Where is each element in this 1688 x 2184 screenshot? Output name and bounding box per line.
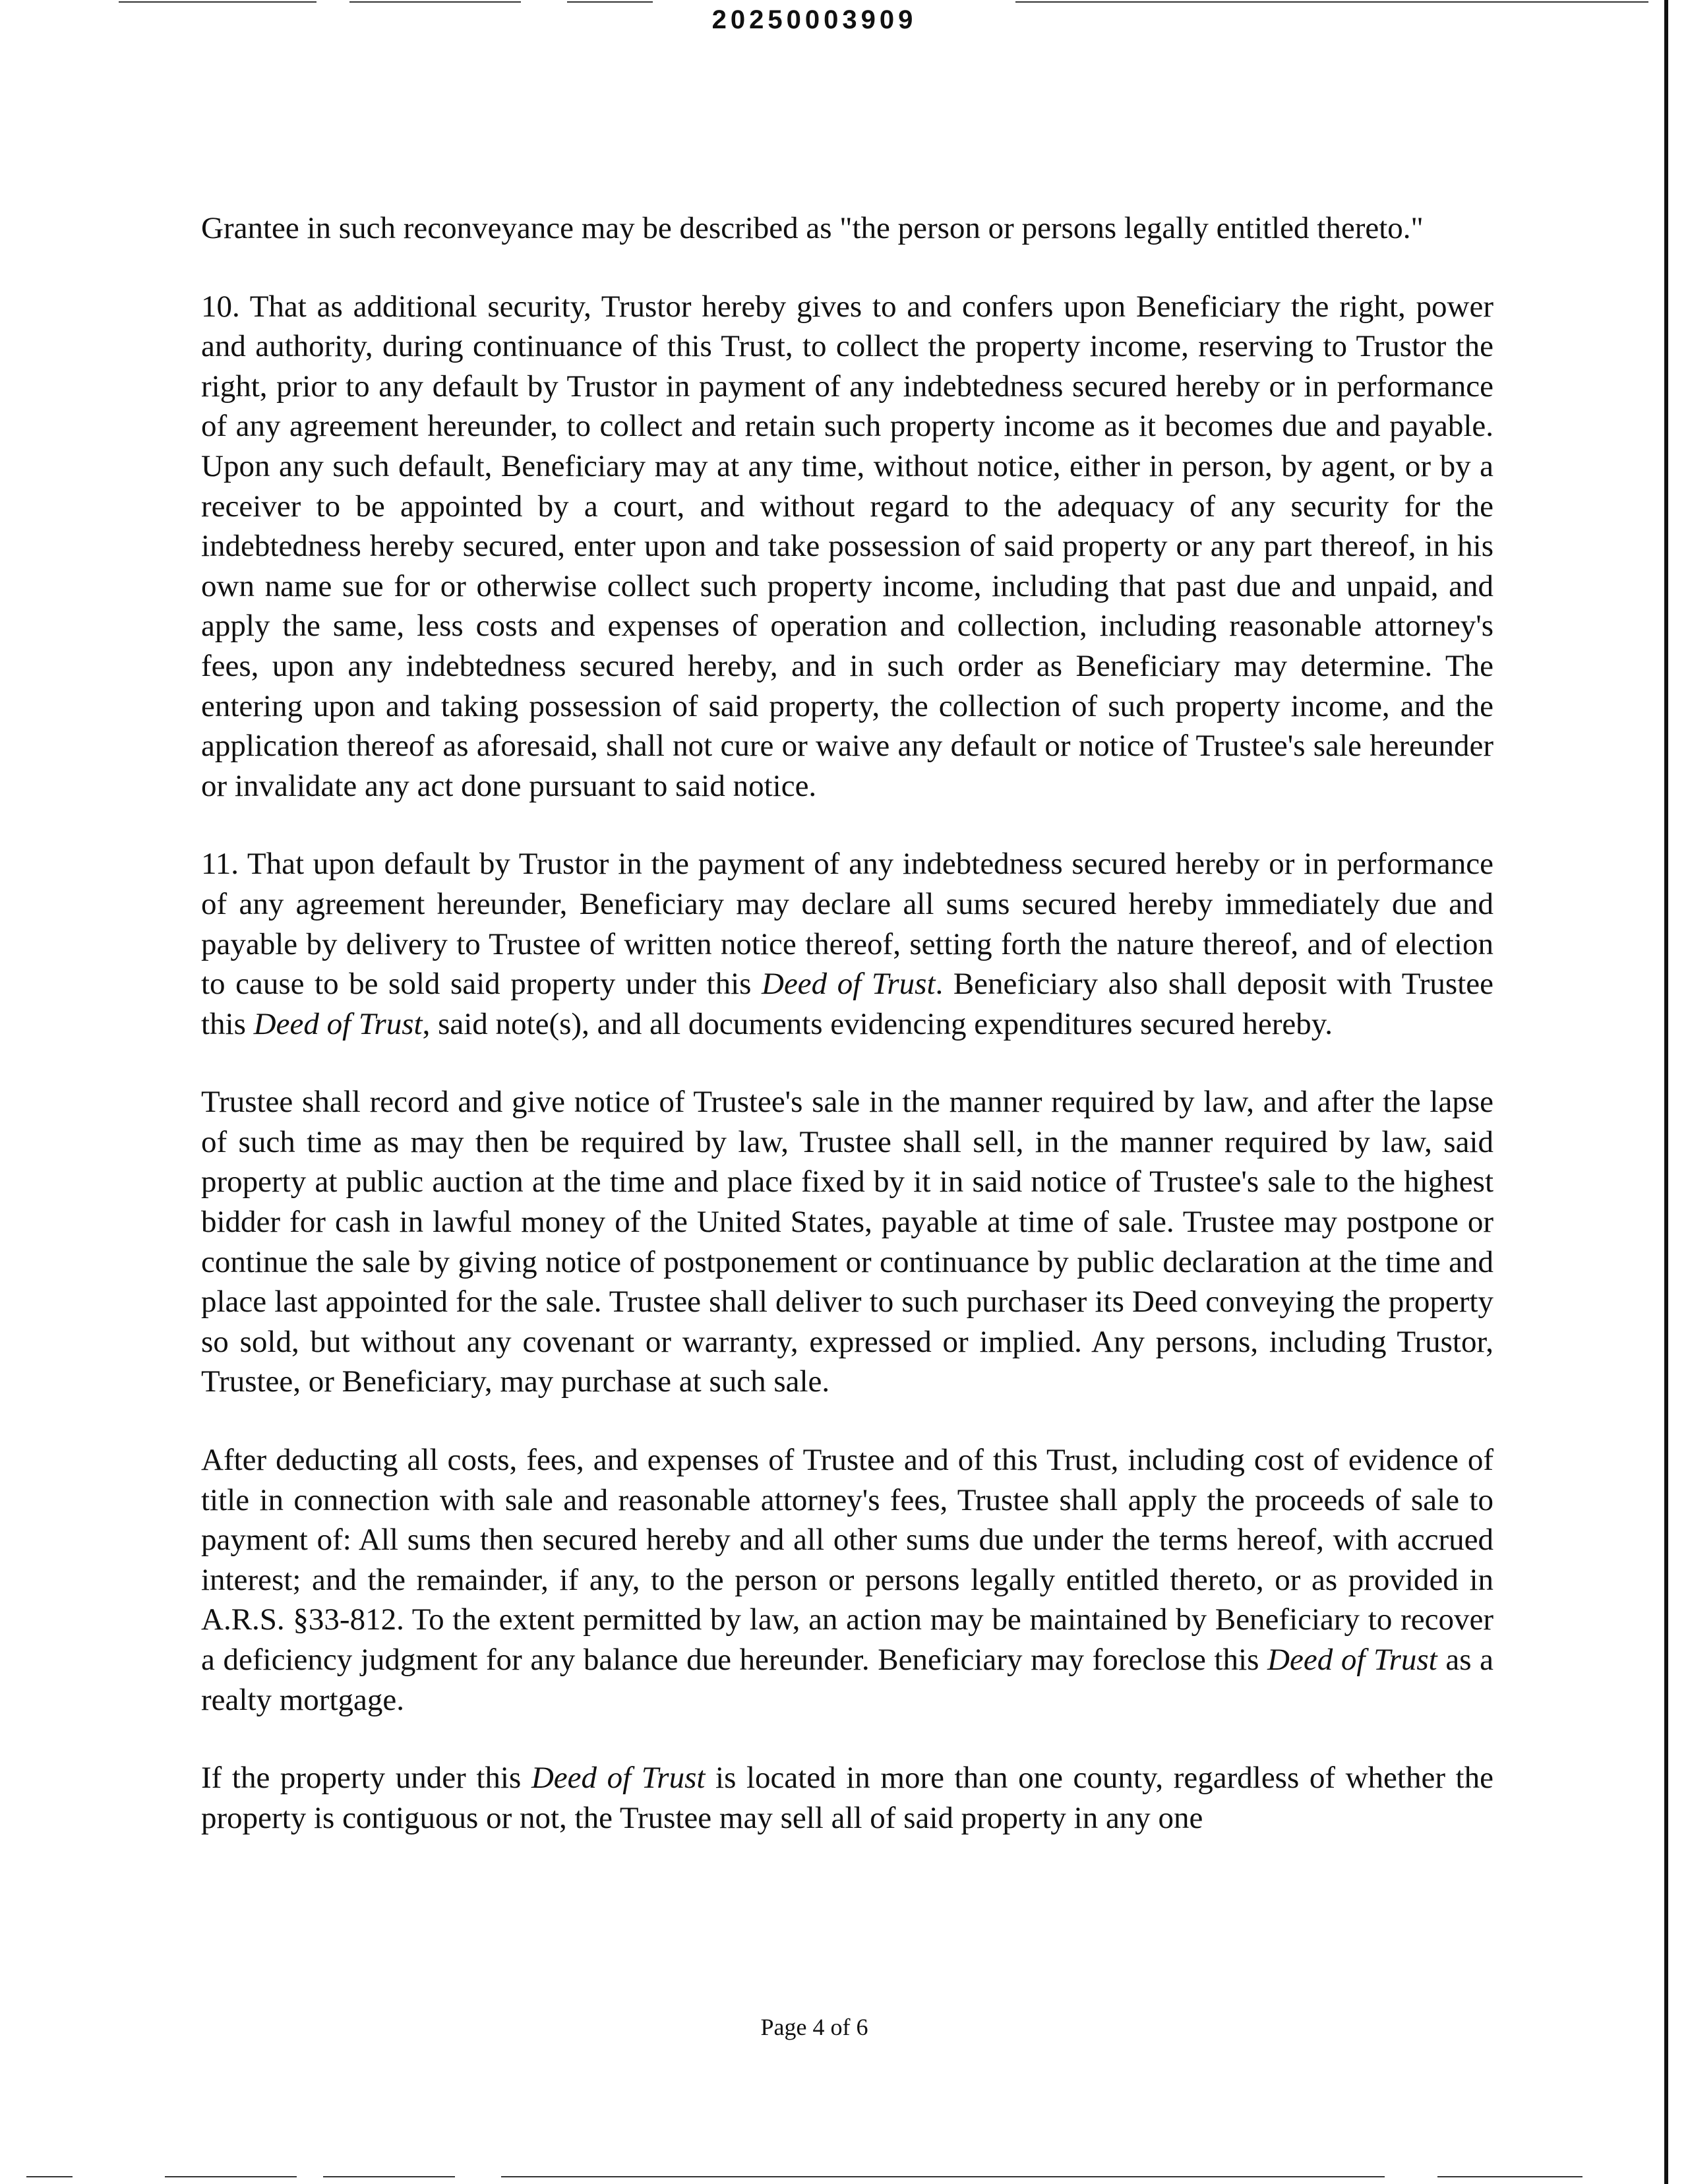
- scan-artifact-line: [26, 2176, 73, 2177]
- paragraph-reconveyance-grantee: Grantee in such reconveyance may be described as "the person or persons legally entitled thereto.": [201, 211, 1424, 245]
- paragraph-trustee-sale: Trustee shall record and give notice of Trustee's sale in the manner required by law, and after the lapse of such time as may then be required by law, Trustee shall sell, in the manner required by law, said property at public auction at the time and place fixed by it in said notice of Trustee's sale to the highest bidder for cash in lawful money of the United States, payable at time of sale. Trustee may postpone or continue the sale by giving notice of postponement or continuance by public declaration at the time and place last appointed for the sale. Trustee shall deliver to such purchaser its Deed conveying the property so sold, but without any covenant or warranty, expressed or implied. Any persons, including Trustor, Trustee, or Beneficiary, may purchase at such sale.: [201, 1085, 1493, 1399]
- paragraph-multiple-counties: [201, 1758, 1493, 1838]
- scan-artifact-line: [1437, 2176, 1582, 2177]
- document-body: [201, 208, 1493, 1838]
- paragraph-text: . Beneficiary also shall deposit with Trustee this: [201, 967, 1493, 1041]
- page-number: Page 4 of 6: [760, 2014, 868, 2040]
- scan-artifact-line: [501, 2176, 1385, 2177]
- paragraph-11-default: [201, 844, 1493, 1044]
- paragraph-text: is located in more than one county, regardless of whether the property is contiguous or not, the Trustee may sell all of said property in any one: [201, 1761, 1493, 1835]
- paragraph-proceeds-of-sale: [201, 1440, 1493, 1720]
- paragraph-text: If the property under this: [201, 1761, 522, 1796]
- paragraph-10-assignment-of-income: 10. That as additional security, Trustor hereby gives to and confers upon Beneficiary the right, power and authority, during continuance of this Trust, to collect the property income, reserving to Trustor the right, prior to any default by Trustor in payment of any indebtedness secured hereby or in performance of any agreement hereunder, to collect and retain such property income as it becomes due and payable. Upon any such default, Beneficiary may at any time, without notice, either in person, by agent, or by a receiver to be appointed by a court, and without regard to the adequacy of any security for the indebtedness hereby secured, enter upon and take possession of said property or any part thereof, in his own name sue for or otherwise collect such property income, including that past due and unpaid, and apply the same, less costs and expenses of operation and collection, including reasonable attorney's fees, upon any indebtedness secured hereby, and in such order as Beneficiary may determine. The entering upon and taking possession of said property, the collection of such property income, and the application thereof as aforesaid, shall not cure or waive any default or notice of Trustee's sale hereunder or invalidate any act done pursuant to said notice.: [201, 289, 1493, 803]
- paragraph-text: After deducting all costs, fees, and expenses of Trustee and of this Trust, including cost of evidence of title in connection with sale and reasonable attorney's fees, Trustee shall apply the proceeds of sale to payment of: All sums then secured hereby and all other sums due under the terms hereof, with accrued interest; and the remainder, if any, to the person or persons legally entitled thereto, or as provided in A.R.S. §33-812. To the extent permitted by law, an action may be maintained by Beneficiary to recover a deficiency judgment for any balance due hereunder. Beneficiary may foreclose this: [201, 1443, 1493, 1677]
- scan-page-edge: [1664, 0, 1668, 2184]
- paragraph-text: as a realty mortgage.: [201, 1643, 1494, 1717]
- italic-deed-of-trust: Deed of Trust: [531, 1761, 706, 1796]
- recording-number: 20250003909: [711, 5, 917, 34]
- paragraph-text: 11. That upon default by Trustor in the payment of any indebtedness secured hereby or in performance of any agreement hereunder, Beneficiary may declare all sums secured hereby immediately due and payable by delivery to Trustee of written notice thereof, setting forth the nature thereof, and of election to cause to be sold said property under this: [201, 847, 1493, 1002]
- italic-deed-of-trust: Deed of Trust: [1267, 1643, 1437, 1677]
- paragraph-text: , said note(s), and all documents evidencing expenditures secured hereby.: [422, 1006, 1333, 1041]
- italic-deed-of-trust: Deed of Trust: [253, 1006, 423, 1041]
- scan-artifact-line: [165, 2176, 297, 2177]
- italic-deed-of-trust: Deed of Trust: [762, 967, 936, 1002]
- scan-artifact-line: [323, 2176, 455, 2177]
